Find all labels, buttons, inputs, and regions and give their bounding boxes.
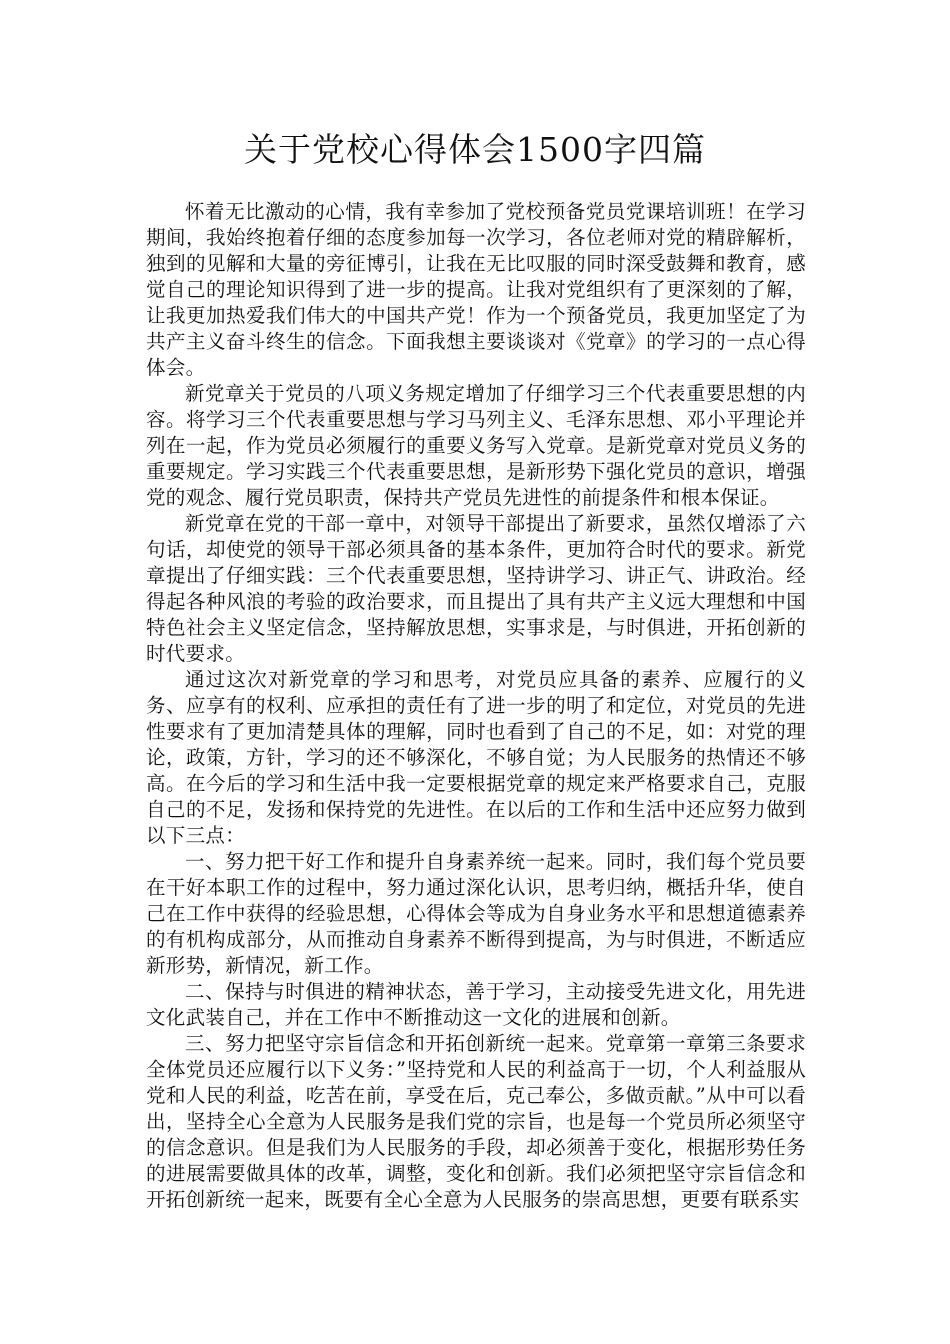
paragraph-2: 新党章关于党员的八项义务规定增加了仔细学习三个代表重要思想的内容。将学习三个代表重要思想与学习马列主义、毛泽东思想、邓小平理论并列在一起，作为党员必须履行的重要义务写入党章。是新党章对党员义务的重要规定。学习实践三个代表重要思想，是新形势下强化党员的意识，增强党的观念、履行党员职责，保持共产党员先进性的前提条件和根本保证。 xyxy=(146,382,806,509)
paragraph-7: 三、努力把坚守宗旨信念和开拓创新统一起来。党章第一章第三条要求全体党员还应履行以下义务：”坚持党和人民的利益高于一切，个人利益服从党和人民的利益，吃苦在前，享受在后，克己奉公，多做贡献。”从中可以看出，坚持全心全意为人民服务是我们党的宗旨，也是每一个党员所必须坚守的信念意识。但是我们为人民服务的手段，却必须善于变化，根据形势任务的进展需要做具体的改革，调整，变化和创新。我们必须把坚守宗旨信念和开拓创新统一起来，既要有全心全意为人民服务的崇高思想，更要有联系实 xyxy=(146,1032,806,1211)
paragraph-1: 怀着无比激动的心情，我有幸参加了党校预备党员党课培训班！在学习期间，我始终抱着仔细的态度参加每一次学习，各位老师对党的精辟解析，独到的见解和大量的旁征博引，让我在无比叹服的同时深受鼓舞和教育，感觉自己的理论知识得到了进一步的提高。让我对党组织有了更深刻的了解，让我更加热爱我们伟大的中国共产党！作为一个预备党员，我更加坚定了为共产主义奋斗终生的信念。下面我想主要谈谈对《党章》的学习的一点心得体会。 xyxy=(146,200,806,379)
document-title: 关于党校心得体会1500字四篇 xyxy=(244,130,706,169)
paragraph-3: 新党章在党的干部一章中，对领导干部提出了新要求，虽然仅增添了六句话，却使党的领导干部必须具备的基本条件，更加符合时代的要求。新党章提出了仔细实践：三个代表重要思想，坚持讲学习、讲正气、讲政治。经得起各种风浪的考验的政治要求，而且提出了具有共产主义远大理想和中国特色社会主义坚定信念，坚持解放思想，实事求是，与时俱进，开拓创新的时代要求。 xyxy=(146,512,806,665)
paragraph-4: 通过这次对新党章的学习和思考，对党员应具备的素养、应履行的义务、应享有的权利、应承担的责任有了进一步的明了和定位，对党员的先进性要求有了更加清楚具体的理解，同时也看到了自己的不足，如：对党的理论，政策，方针，学习的还不够深化，不够自觉；为人民服务的热情还不够高。在今后的学习和生活中我一定要根据党章的规定来严格要求自己，克服自己的不足，发扬和保持党的先进性。在以后的工作和生活中还应努力做到以下三点： xyxy=(146,668,806,847)
paragraph-5: 一、努力把干好工作和提升自身素养统一起来。同时，我们每个党员要在干好本职工作的过程中，努力通过深化认识，思考归纳，概括升华，使自己在工作中获得的经验思想，心得体会等成为自身业务水平和思想道德素养的有机构成部分，从而推动自身素养不断得到提高，为与时俱进，不断适应新形势，新情况，新工作。 xyxy=(146,850,806,977)
document-body xyxy=(146,199,806,1213)
paragraph-6: 二、保持与时俱进的精神状态，善于学习，主动接受先进文化，用先进文化武装自己，并在工作中不断推动这一文化的进展和创新。 xyxy=(146,980,806,1029)
